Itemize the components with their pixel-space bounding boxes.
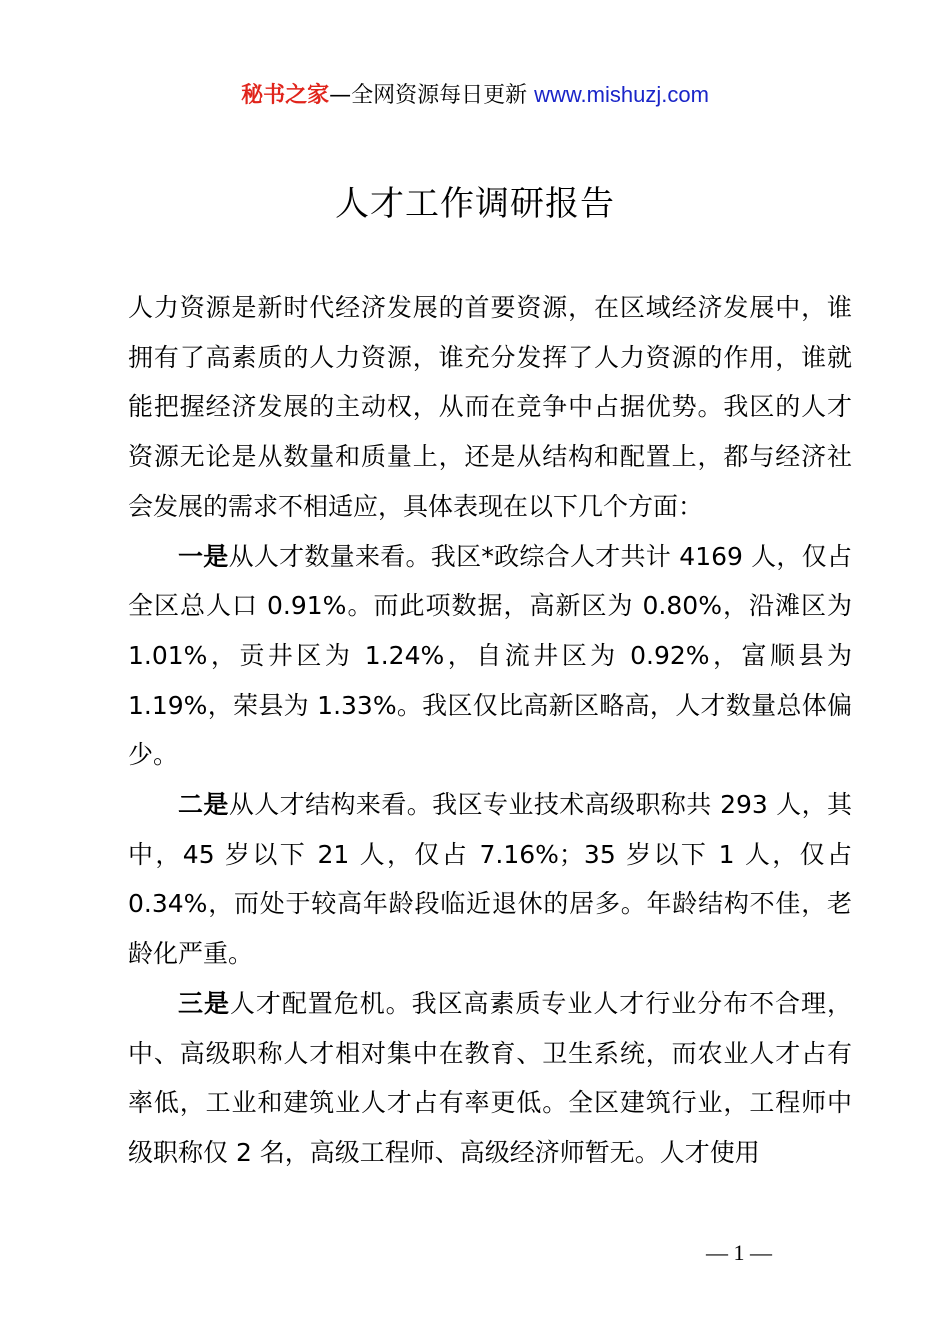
point-paragraph-3	[128, 979, 852, 1178]
intro-paragraph: 人力资源是新时代经济发展的首要资源，在区域经济发展中，谁拥有了高素质的人力资源，谁充分发挥了人力资源的作用，谁就能把握经济发展的主动权，从而在竞争中占据优势。我区的人才资源无论是从数量和质量上，还是从结构和配置上，都与经济社会发展的需求不相适应，具体表现在以下几个方面：	[128, 293, 852, 521]
point-paragraph-2	[128, 780, 852, 979]
point-text: 从人才结构来看。我区专业技术高级职称共 293 人，其中，45 岁以下 21 人，仅占 7.16%；35 岁以下 1 人，仅占 0.34%，而处于较高年龄段临近退休的居多。年龄结构不佳，老龄化严重。	[128, 790, 852, 969]
site-url-link[interactable]: www.mishuzj.com	[534, 82, 709, 107]
point-lead: 一是	[178, 541, 229, 571]
document-title: 人才工作调研报告	[335, 184, 615, 224]
point-lead: 二是	[178, 790, 229, 820]
page-number: — 1 —	[706, 1240, 772, 1265]
site-header	[0, 80, 950, 111]
brand-name: 秘书之家	[241, 83, 330, 108]
point-paragraph-1	[128, 532, 852, 781]
document-body	[128, 283, 852, 1178]
point-text: 从人才数量来看。我区*政综合人才共计 4169 人，仅占全区总人口 0.91%。而此项数据，高新区为 0.80%，沿滩区为 1.01%，贡井区为 1.24%，自流井区为 0.92%，富顺县为 1.19%，荣县为 1.33%。我区仅比高新区略高，人才数量总体偏少。	[128, 541, 852, 770]
point-text: 人才配置危机。我区高素质专业人才行业分布不合理，中、高级职称人才相对集中在教育、卫生系统，而农业人才占有率低，工业和建筑业人才占有率更低。全区建筑行业，工程师中级职称仅 2 名，高级工程师、高级经济师暂无。人才使用	[128, 988, 852, 1167]
header-tagline: —全网资源每日更新	[329, 83, 528, 108]
point-lead: 三是	[178, 988, 230, 1018]
